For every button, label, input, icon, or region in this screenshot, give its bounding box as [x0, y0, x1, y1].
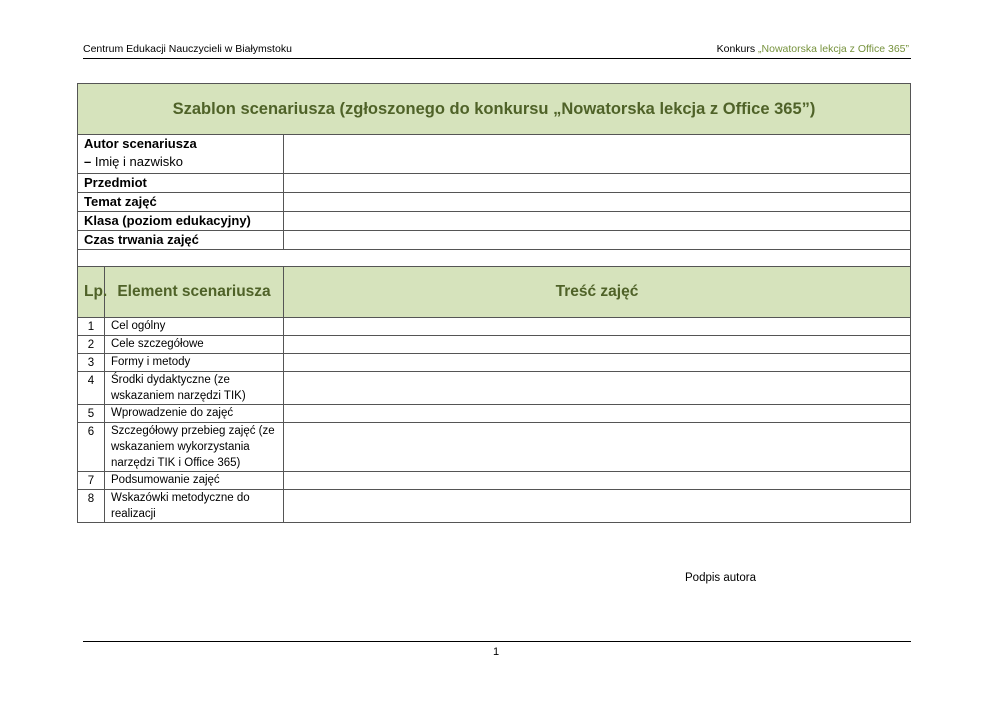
row-content-cell[interactable]: [284, 405, 911, 423]
author-label-bold: Autor scenariusza: [84, 136, 197, 151]
subject-value-cell[interactable]: [284, 174, 911, 193]
class-label: Klasa (poziom edukacyjny): [78, 212, 284, 231]
header-contest-prefix: Konkurs: [716, 43, 759, 55]
row-number: 3: [78, 354, 105, 372]
table-row: [78, 423, 911, 472]
subject-label: Przedmiot: [78, 174, 284, 193]
signature-label: Podpis autora: [685, 572, 756, 584]
class-value-cell[interactable]: [284, 212, 911, 231]
row-number: 6: [78, 423, 105, 472]
duration-label: Czas trwania zajęć: [78, 231, 284, 250]
spacer-row: [78, 250, 911, 267]
table-row: [78, 472, 911, 490]
row-element: Cele szczegółowe: [105, 336, 284, 354]
column-header-content: Treść zajęć: [284, 267, 911, 318]
author-dash: –: [84, 154, 95, 169]
row-element: Środki dydaktyczne (ze wskazaniem narzędzi TIK): [105, 372, 284, 405]
row-content-cell[interactable]: [284, 372, 911, 405]
row-content-cell[interactable]: [284, 472, 911, 490]
table-row: [78, 490, 911, 523]
row-content-cell[interactable]: [284, 490, 911, 523]
footer-rule: [83, 641, 911, 642]
row-element: Wskazówki metodyczne do realizacji: [105, 490, 284, 523]
topic-label: Temat zajęć: [78, 193, 284, 212]
scenario-template-table: [77, 83, 911, 523]
row-number: 2: [78, 336, 105, 354]
row-content-cell[interactable]: [284, 336, 911, 354]
table-row: [78, 405, 911, 423]
header-contest-name: „Nowatorska lekcja z Office 365”: [758, 43, 909, 55]
row-content-cell[interactable]: [284, 423, 911, 472]
row-element: Cel ogólny: [105, 318, 284, 336]
row-number: 1: [78, 318, 105, 336]
column-header-lp: Lp.: [78, 267, 105, 318]
row-number: 5: [78, 405, 105, 423]
row-number: 8: [78, 490, 105, 523]
duration-value-cell[interactable]: [284, 231, 911, 250]
row-element: Wprowadzenie do zajęć: [105, 405, 284, 423]
row-element: Podsumowanie zajęć: [105, 472, 284, 490]
author-label: [78, 135, 284, 174]
row-content-cell[interactable]: [284, 318, 911, 336]
row-content-cell[interactable]: [284, 354, 911, 372]
author-label-rest: Imię i nazwisko: [94, 154, 183, 169]
row-number: 4: [78, 372, 105, 405]
table-row: [78, 318, 911, 336]
row-element: Szczegółowy przebieg zajęć (ze wskazaniem wykorzystania narzędzi TIK i Office 365): [105, 423, 284, 472]
table-row: [78, 372, 911, 405]
page-number: 1: [492, 646, 500, 658]
topic-value-cell[interactable]: [284, 193, 911, 212]
author-value-cell[interactable]: [284, 135, 911, 174]
column-header-element: Element scenariusza: [105, 267, 284, 318]
row-element: Formy i metody: [105, 354, 284, 372]
header-rule: [83, 58, 911, 59]
table-row: [78, 354, 911, 372]
table-title: Szablon scenariusza (zgłoszonego do konkursu „Nowatorska lekcja z Office 365”): [78, 84, 911, 135]
row-number: 7: [78, 472, 105, 490]
table-row: [78, 336, 911, 354]
header-contest: [717, 43, 909, 55]
header-institution: Centrum Edukacji Nauczycieli w Białymstoku: [83, 43, 292, 55]
